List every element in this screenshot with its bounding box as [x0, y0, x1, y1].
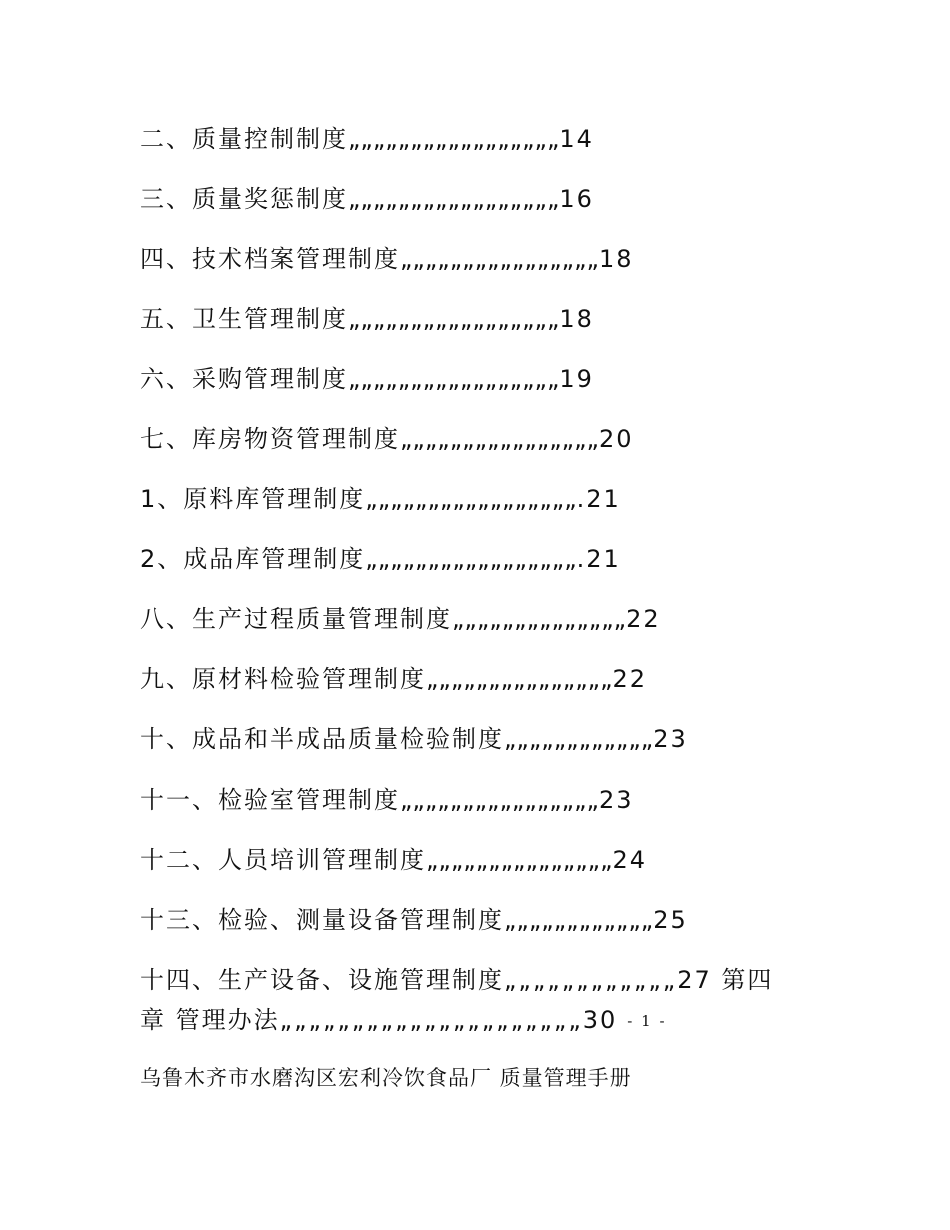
toc-entry-title: 十二、人员培训管理制度 [140, 846, 426, 874]
toc-page-number: 18 [598, 245, 634, 273]
toc-leader: „„„„„„„„„„„„„„ [452, 605, 627, 633]
toc-page-number: 23 [653, 725, 688, 753]
toc-leader: „„„„„„„„„„„„„„„„ [400, 425, 599, 453]
toc-page-number: 24 [612, 846, 648, 874]
toc-leader: „„„„„„„„„„„„„„„ [426, 846, 613, 874]
toc-entry-title: 五、卫生管理制度 [140, 305, 348, 333]
page-number: - 1 - [627, 1012, 667, 1030]
toc-leader: „„„„„„„„„„„„ [504, 725, 654, 753]
toc-entry-title: 四、技术档案管理制度 [140, 245, 400, 273]
toc-entry-title: 九、原材料检验管理制度 [140, 665, 426, 693]
toc-entry [140, 304, 594, 334]
toc-leader: „„„„„„„„„„„„„„„„„„„„„ [279, 1006, 583, 1034]
toc-entry [140, 664, 647, 694]
toc-leader: „„„„„„„„„„„„ [504, 966, 678, 994]
toc-entry [140, 845, 647, 875]
toc-page-number: .21 [576, 485, 621, 513]
toc-page-number: .21 [576, 545, 621, 573]
toc-page-number: 20 [598, 425, 634, 453]
toc-entry [140, 604, 661, 634]
chapter-heading-end: 章 管理办法 [140, 1006, 280, 1034]
toc-page-number: 27 [677, 966, 712, 994]
toc-entry-title: 2、成品库管理制度 [140, 545, 366, 573]
toc-entry [140, 785, 633, 815]
toc-leader: „„„„„„„„„„„„„„„„ [400, 245, 599, 273]
toc-leader: „„„„„„„„„„„„„„„„„ [348, 305, 560, 333]
toc-leader: „„„„„„„„„„„„„„„„„ [348, 185, 560, 213]
toc-page-number: 23 [598, 786, 634, 814]
toc-leader: „„„„„„„„„„„„„„„„ [400, 786, 599, 814]
toc-page-number: 22 [626, 605, 661, 633]
toc-entry [140, 544, 621, 574]
toc-page-number: 16 [559, 185, 594, 213]
toc-page-number: 30 [582, 1006, 618, 1034]
toc-entry-title: 六、采购管理制度 [140, 365, 348, 393]
toc-page-number: 18 [559, 305, 594, 333]
toc-leader: „„„„„„„„„„„„ [504, 906, 654, 934]
toc-entry-title: 二、质量控制制度 [140, 125, 348, 153]
toc-entry [140, 724, 688, 754]
toc-entry-title: 七、库房物资管理制度 [140, 425, 400, 453]
toc-entry-title: 三、质量奖惩制度 [140, 185, 348, 213]
toc-entry [140, 124, 594, 154]
toc-entry-wrapped-line-1 [140, 965, 773, 995]
toc-leader: „„„„„„„„„„„„„„„„„ [365, 545, 577, 573]
toc-leader: „„„„„„„„„„„„„„„ [426, 665, 613, 693]
toc-page-number: 19 [559, 365, 594, 393]
toc-page-number: 14 [559, 125, 594, 153]
toc-page-number: 25 [653, 906, 688, 934]
toc-leader: „„„„„„„„„„„„„„„„„ [348, 365, 560, 393]
toc-entry [140, 484, 621, 514]
toc-entry [140, 184, 594, 214]
toc-entry [140, 424, 633, 454]
toc-entry-title: 十、成品和半成品质量检验制度 [140, 725, 504, 753]
chapter-heading-start: 第四 [721, 966, 774, 994]
toc-entry-wrapped-line-2 [140, 1005, 667, 1036]
toc-page-number: 22 [612, 665, 648, 693]
toc-leader: „„„„„„„„„„„„„„„„„ [365, 485, 577, 513]
toc-entry-title: 八、生产过程质量管理制度 [140, 605, 452, 633]
document-footer: 乌鲁木齐市水磨沟区宏利冷饮食品厂 质量管理手册 [140, 1066, 632, 1090]
toc-entry [140, 364, 594, 394]
toc-entry [140, 905, 688, 935]
toc-entry-title: 十三、检验、测量设备管理制度 [140, 906, 504, 934]
toc-entry [140, 244, 633, 274]
toc-entry-title: 十四、生产设备、设施管理制度 [140, 966, 504, 994]
toc-leader: „„„„„„„„„„„„„„„„„ [348, 125, 560, 153]
toc-entry-title: 1、原料库管理制度 [140, 485, 366, 513]
toc-entry-title: 十一、检验室管理制度 [140, 786, 400, 814]
